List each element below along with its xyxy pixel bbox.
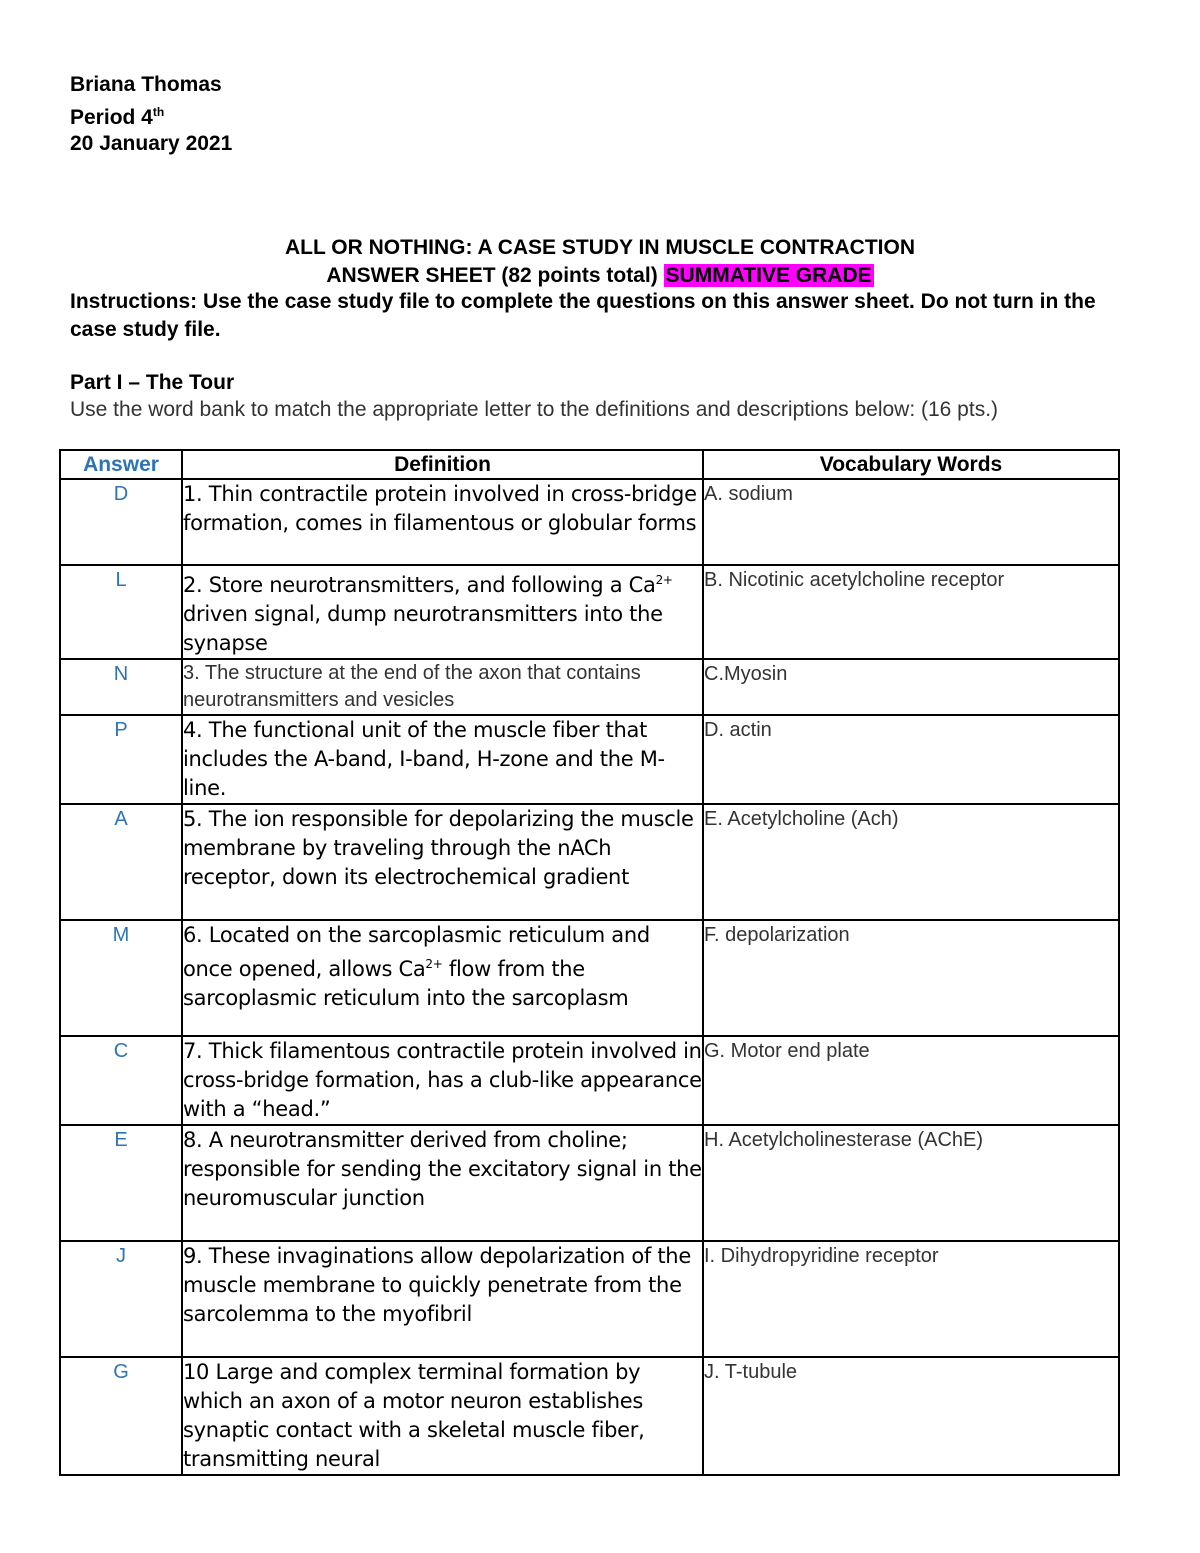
part-1-heading: Part I – The Tour	[70, 371, 235, 394]
calcium-charge: 2+	[655, 573, 673, 587]
period-prefix: Period 4	[70, 105, 153, 129]
answer-cell[interactable]: J	[60, 1241, 182, 1357]
vocab-cell: D. actin	[703, 715, 1119, 804]
table-row	[60, 479, 1119, 565]
assignment-date: 20 January 2021	[70, 132, 233, 155]
table-header-row	[60, 450, 1119, 479]
title-line-1: ALL OR NOTHING: A CASE STUDY IN MUSCLE CONTRACTION	[285, 236, 915, 259]
instructions: Instructions: Use the case study file to complete the questions on this answer sheet. Do not turn in the case study file.	[70, 290, 1096, 341]
answer-cell[interactable]: E	[60, 1125, 182, 1241]
student-header	[70, 72, 232, 158]
table-row	[60, 1357, 1119, 1475]
vocab-cell: J. T-tubule	[703, 1357, 1119, 1475]
vocab-cell: H. Acetylcholinesterase (AChE)	[703, 1125, 1119, 1241]
summative-grade-highlight: SUMMATIVE GRADE	[665, 264, 872, 287]
definition-text: 6. Located on the sarcoplasmic reticulum and once opened, allows Ca	[183, 923, 650, 981]
vocab-cell: E. Acetylcholine (Ach)	[703, 804, 1119, 920]
answer-cell[interactable]: M	[60, 920, 182, 1036]
answer-cell[interactable]: A	[60, 804, 182, 920]
answer-cell[interactable]: P	[60, 715, 182, 804]
vocab-cell: A. sodium	[703, 479, 1119, 565]
table-row	[60, 804, 1119, 920]
vocab-cell: C.Myosin	[703, 659, 1119, 715]
definition-text: 2. Store neurotransmitters, and following a Ca	[183, 573, 656, 597]
class-period	[70, 99, 232, 132]
table-row	[60, 715, 1119, 804]
answer-cell[interactable]: L	[60, 565, 182, 659]
table-row	[60, 1241, 1119, 1357]
answer-cell[interactable]: G	[60, 1357, 182, 1475]
vocab-cell: F. depolarization	[703, 920, 1119, 1036]
vocab-column-header: Vocabulary Words	[703, 450, 1119, 479]
definition-cell: 4. The functional unit of the muscle fiber that includes the A-band, I-band, H-zone and the M-line.	[182, 715, 703, 804]
definition-cell: 8. A neurotransmitter derived from choline; responsible for sending the excitatory signal in the neuromuscular junction	[182, 1125, 703, 1241]
definition-cell: 9. These invaginations allow depolarization of the muscle membrane to quickly penetrate from the sarcolemma to the myofibril	[182, 1241, 703, 1357]
table-row	[60, 659, 1119, 715]
answer-cell[interactable]: N	[60, 659, 182, 715]
vocab-cell: I. Dihydropyridine receptor	[703, 1241, 1119, 1357]
table-row	[60, 920, 1119, 1036]
answer-cell[interactable]: D	[60, 479, 182, 565]
table-row	[60, 1036, 1119, 1125]
title-line-2	[0, 262, 1200, 290]
definition-text: driven signal, dump neurotransmitters into the synapse	[183, 602, 663, 655]
vocab-cell: G. Motor end plate	[703, 1036, 1119, 1125]
answer-cell[interactable]: C	[60, 1036, 182, 1125]
table-row	[60, 565, 1119, 659]
vocabulary-table	[59, 449, 1120, 1476]
definition-column-header: Definition	[182, 450, 703, 479]
part-1-description: Use the word bank to match the appropriate letter to the definitions and descriptions below: (16 pts.)	[70, 398, 999, 421]
answer-column-header: Answer	[60, 450, 182, 479]
definition-cell	[182, 565, 703, 659]
definition-cell: 10 Large and complex terminal formation by which an axon of a motor neuron establishes synaptic contact with a skeletal muscle fiber, transmitting neural	[182, 1357, 703, 1475]
definition-cell	[182, 920, 703, 1036]
document-title	[0, 234, 1200, 290]
definition-cell: 1. Thin contractile protein involved in cross-bridge formation, comes in filamentous or globular forms	[182, 479, 703, 565]
answer-sheet-label: ANSWER SHEET (82 points total)	[326, 264, 664, 287]
calcium-charge: 2+	[425, 957, 443, 971]
definition-text: flow from the sarcoplasmic reticulum into the sarcoplasm	[183, 957, 629, 1010]
definition-cell: 3. The structure at the end of the axon that contains neurotransmitters and vesicles	[182, 659, 703, 715]
vocab-cell: B. Nicotinic acetylcholine receptor	[703, 565, 1119, 659]
definition-cell: 5. The ion responsible for depolarizing the muscle membrane by traveling through the nACh receptor, down its electrochemical gradient	[182, 804, 703, 920]
student-name: Briana Thomas	[70, 73, 222, 96]
table-row	[60, 1125, 1119, 1241]
definition-cell: 7. Thick filamentous contractile protein involved in cross-bridge formation, has a club-like appearance with a “head.”	[182, 1036, 703, 1125]
period-suffix: th	[152, 104, 165, 119]
